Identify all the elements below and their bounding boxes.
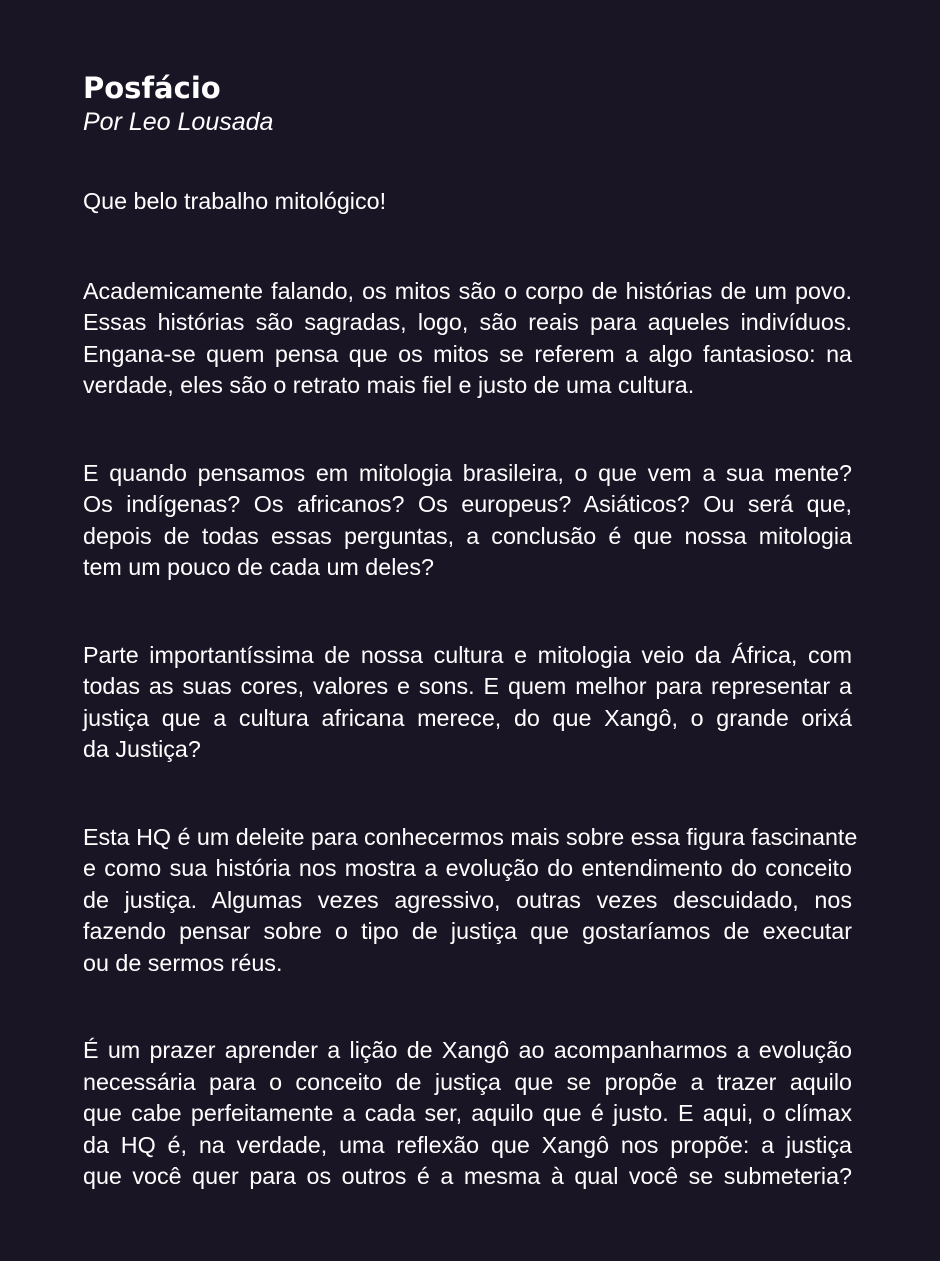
paragraph-1 <box>83 186 852 218</box>
paragraph-line: necessária para o conceito de justiça que se propõe a trazer aquilo <box>83 1068 852 1095</box>
paragraph-line: da Justiça? <box>83 736 201 762</box>
paragraph-line: e como sua história nos mostra a evolução do entendimento do conceito <box>83 855 852 881</box>
paragraph-line: Esta HQ é um deleite para conhecermos mais sobre essa figura fascinante <box>83 823 858 850</box>
paragraph-6 <box>83 1035 852 1193</box>
paragraph-line: que cabe perfeitamente a cada ser, aquilo que é justo. E aqui, o clímax <box>83 1100 852 1126</box>
paragraph-line: Academicamente falando, os mitos são o corpo de histórias de um povo. <box>83 277 852 304</box>
paragraph-line: de justiça. Algumas vezes agressivo, outras vezes descuidado, nos <box>83 886 852 913</box>
author-byline: Por Leo Lousada <box>83 108 274 136</box>
paragraph-line: depois de todas essas perguntas, a conclusão é que nossa mitologia <box>83 522 852 549</box>
paragraph-3 <box>83 458 852 584</box>
paragraph-line: da HQ é, na verdade, uma reflexão que Xangô nos propõe: a justiça <box>83 1131 852 1158</box>
paragraph-line: Os indígenas? Os africanos? Os europeus? Asiáticos? Ou será que, <box>83 491 852 517</box>
paragraph-line: E quando pensamos em mitologia brasileira, o que vem a sua mente? <box>83 459 852 486</box>
paragraph-2 <box>83 276 852 402</box>
paragraph-line: verdade, eles são o retrato mais fiel e justo de uma cultura. <box>83 372 695 398</box>
paragraph-line: todas as suas cores, valores e sons. E quem melhor para representar a <box>83 673 852 699</box>
paragraph-4 <box>83 640 852 766</box>
paragraph-line: fazendo pensar sobre o tipo de justiça que gostaríamos de executar <box>83 918 852 944</box>
paragraph-5 <box>83 822 858 980</box>
paragraph-line: É um prazer aprender a lição de Xangô ao acompanharmos a evolução <box>83 1037 852 1063</box>
paragraph-line: Parte importantíssima de nossa cultura e mitologia veio da África, com <box>83 641 852 668</box>
paragraph-line: ou de sermos réus. <box>83 949 283 976</box>
paragraph-line: que você quer para os outros é a mesma à qual você se submeteria? <box>83 1163 852 1189</box>
paragraph-line: justiça que a cultura africana merece, do que Xangô, o grande orixá <box>83 704 852 731</box>
paragraph-line: Engana-se quem pensa que os mitos se referem a algo fantasioso: na <box>83 340 852 367</box>
page-title: Posfácio <box>83 71 221 105</box>
paragraph-line: tem um pouco de cada um deles? <box>83 554 434 580</box>
paragraph-line: Essas histórias são sagradas, logo, são reais para aqueles indivíduos. <box>83 309 852 335</box>
paragraph-line: Que belo trabalho mitológico! <box>83 188 387 214</box>
